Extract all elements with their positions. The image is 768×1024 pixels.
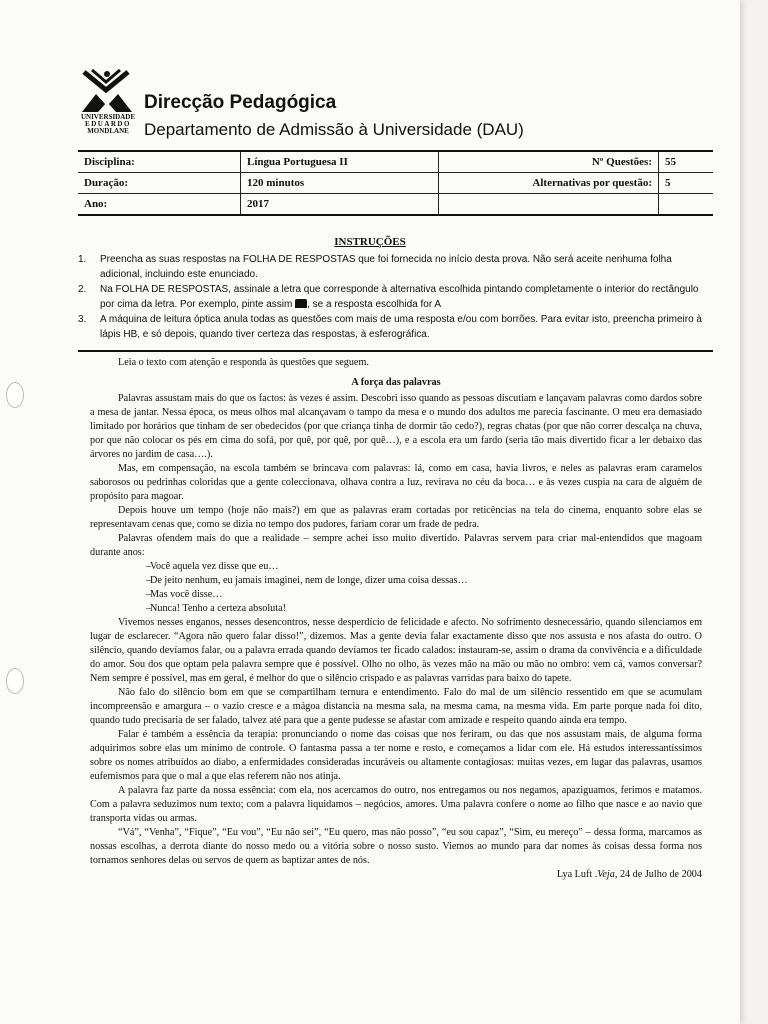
logo-emblem-icon [78, 68, 136, 114]
questoes-label: Nº Questões: [439, 151, 659, 173]
punch-hole [6, 668, 24, 694]
author-citation: Lya Luft .Veja, 24 de Julho de 2004 [556, 869, 702, 880]
paragraph: Vivemos nesses enganos, nesses desencontros, nesse desperdício de felicidade e afecto. No sofrimento desnecessário, quando silenciamos em lugar de esclarecer. “Agora não quero falar disso!”, dizemos. Mas a gente devia falar exactamente disso que nos assusta e nos afasta do outro. O silêncio, quando devíamos falar, ou a palavra errada quando devíamos ter ficado calados: instauram-se, assim o drama da convivência e a dificuldade do amor. Sou dos que optam pela palavra sempre que é possível. Olho no olho, às vezes mão na mão ou mão no ombro: vem cá, vamos conversar? Nem sempre é possível, mas em geral, é melhor do que o silêncio crispado e as palavras varridas para baixo do tapete. [90, 617, 702, 684]
divider [78, 350, 713, 352]
reading-text [90, 356, 702, 882]
ano-label: Ano: [78, 194, 241, 216]
alternativas-value: 5 [659, 173, 714, 194]
paragraph: “Vá”, “Venha”, “Fique”, “Eu vou”, “Eu não sei”, “Eu quero, mas não posso”, “eu sou capaz”, “Sim, eu mereço” – dessa forma, marcamos as nossas escolhas, a derrota diante do nosso medo ou a vitória sobre o nosso susto. Viemos ao mundo para dar nomes às coisas dessa forma nos tornamos senhores delas ou servos de quem as baptizar antes de nós. [90, 827, 702, 866]
instructions-title: INSTRUÇÕES [334, 236, 406, 248]
instruction-item: 1. Preencha as suas respostas na FOLHA DE RESPOSTAS que foi fornecida no início desta prova. Não será aceite nenhuma folha adicional, incluindo este enunciado. [78, 254, 672, 280]
dialogue-line: –Você aquela vez disse que eu… [146, 561, 279, 572]
paragraph: Mas, em compensação, na escola também se brincava com palavras: lá, como em casa, havia livros, e neles as palavras eram caramelos saborosos ou pedrinhas coloridas que a gente coleccionava, olhava contra a luz, revirava no céu da boca… e às vezes cuspia na cara de alguém de propósito para magoar. [90, 463, 702, 502]
paragraph: Depois houve um tempo (hoje não mais?) em que as palavras eram cortadas por reticências na tela do cinema, enquanto sobre elas se representavam cenas que, como se dizia no tempo dos pudores, fariam corar um frade de pedra. [90, 505, 702, 530]
paragraph: Falar é também a essência da terapia: pronunciando o nome das coisas que nos feriram, ou das que nos assustam mais, de alguma forma adquirimos sobre elas um mínimo de controle. O fantasma passa a ter nome e rosto, e começamos a lidar com ele. Há estudos interessantíssimos sobre os nomes atribuídos ao diabo, a enfermidades consideradas incuráveis ou altamente contagiosas: muitas vezes, em lugar das palavras, usamos eufemismos para que o mal a que elas referem não nos atinja. [90, 729, 702, 782]
paragraph: Não falo do silêncio bom em que se compartilham ternura e entendimento. Falo do mal de um silêncio ressentido em que se acumulam incompreensão e amargura – o vazio cresce e a mágoa distancia na mesma sala, na mesma cama, na mesma vida. Em parte porque nada foi dito, quando tudo precisaria de ser falado, talvez até para que a gente pudesse se afastar com amizade e respeito quando ainda era tempo. [90, 687, 702, 726]
paragraph: Palavras ofendem mais do que a realidade – sempre achei isso muito divertido. Palavras servem para criar mal-entendidos que magoam durante anos: [90, 533, 702, 558]
dialogue-line: –De jeito nenhum, eu jamais imaginei, nem de longe, dizer uma coisa dessas… [146, 575, 468, 586]
disciplina-value: Língua Portuguesa II [241, 151, 439, 173]
dialogue-line: –Nunca! Tenho a certeza absoluta! [146, 603, 286, 614]
table-row [78, 194, 713, 216]
exam-info-table [78, 150, 713, 216]
duracao-label: Duração: [78, 173, 241, 194]
university-logo [78, 68, 136, 148]
alternativas-label: Alternativas por questão: [439, 173, 659, 194]
paragraph: A palavra faz parte da nossa essência: com ela, nos acercamos do outro, nos entregamos ou nos negamos, apaziguamos, ferimos e matamos. Com a palavra seduzimos num texto; com a palavra liquidamos – negócios, amores. Uma palavra confere o nome ao filho que nasce e ao navio que transporta vidas ou armas. [90, 785, 702, 824]
logo-text: UNIVERSIDADE EDUARDO MONDLANE [80, 113, 136, 135]
header [78, 68, 718, 148]
directorate-title: Direcção Pedagógica [144, 92, 337, 113]
department-title: Departamento de Admissão à Universidade (DAU) [144, 120, 524, 139]
punch-hole [6, 382, 24, 408]
questoes-value: 55 [659, 151, 714, 173]
paragraph: Palavras assustam mais do que os factos: às vezes é assim. Descobri isso quando as pessoas discutiam e lançavam palavras como dardos sobre a mesa de jantar. Nessa época, os meus olhos mal alcançavam o tampo da mesa e o mundo dos adultos me parecia fascinante. O meu era demasiado limitado por horários que tinham de ser obedecidos (por que criança tinha de dormir tão cedo?), regras chatas (por que não correr descalça na chuva, por que não colocar os pés em cima do sofá, por quê, por quê, por quê…), e a escola era um fardo (seria tão mais divertido ficar a ler debaixo das árvores no jardim de casa….). [90, 393, 702, 460]
duracao-value: 120 minutos [241, 173, 439, 194]
reading-intro: Leia o texto com atenção e responda às questões que seguem. [118, 357, 369, 368]
reading-title: A força das palavras [351, 377, 441, 388]
table-row [78, 151, 713, 173]
instructions-list [78, 252, 706, 342]
filled-box-icon [295, 299, 307, 308]
dialogue-line: –Mas você disse… [146, 589, 223, 600]
ano-value: 2017 [241, 194, 439, 216]
table-row [78, 173, 713, 194]
disciplina-label: Disciplina: [78, 151, 241, 173]
instruction-item: 3. A máquina de leitura óptica anula todas as questões com mais de uma resposta e/ou com borrões. Para evitar isto, preencha primeiro à lápis HB, e só depois, quando tiver certeza das respostas, à esferográfica. [78, 314, 702, 340]
instruction-item: 2. Na FOLHA DE RESPOSTAS, assinale a letra que corresponde à alternativa escolhida pintando completamente o interior do rectângulo por cima da letra. Por exemplo, pinte assim , se a resposta escolhida for A [78, 284, 699, 310]
